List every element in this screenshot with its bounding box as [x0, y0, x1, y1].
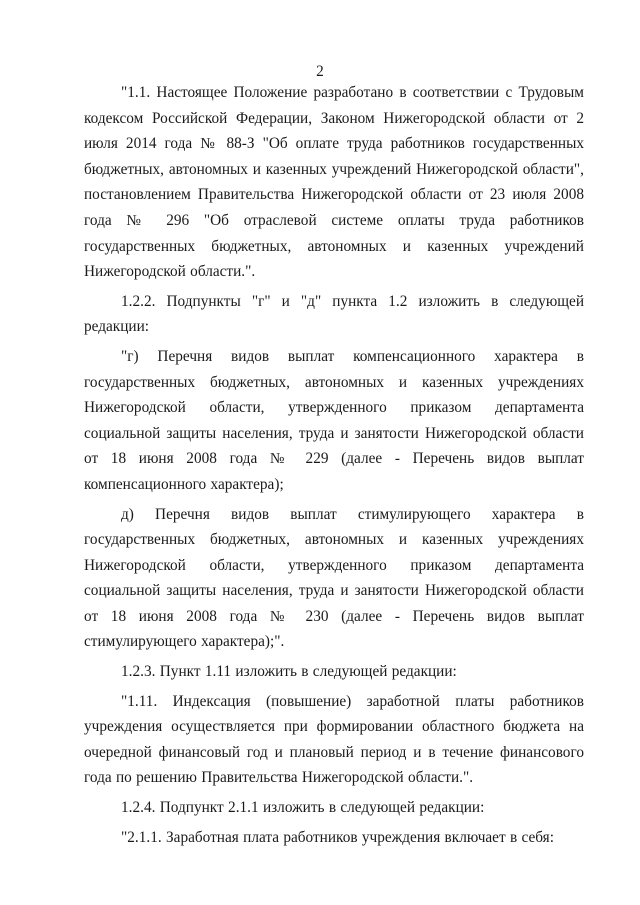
paragraph-1-11: "1.11. Индексация (повышение) заработной платы работников учреждения осуществляется при формировании областного бюджета на очередной финансовый год и плановый период и в течение финансового года по решению Правительства Нижегородской области.".: [84, 692, 584, 787]
paragraph-1-2-2: 1.2.2. Подпункты "г" и "д" пункта 1.2 изложить в следующей редакции:: [84, 292, 584, 336]
paragraph-subitem-d: д) Перечня видов выплат стимулирующего характера в государственных бюджетных, автономных и казенных учреждениях Нижегородской области, утвержденного приказом департамента социальной защиты населения, труда и занятости Нижегородской области от 18 июня 2008 года № 230 (далее - Перечень видов выплат стимулирующего характера);".: [84, 505, 584, 651]
paragraph-1-1: "1.1. Настоящее Положение разработано в соответствии с Трудовым кодексом Российской Федерации, Законом Нижегородской области от 2 июля 2014 года № 88-З "Об оплате труда работников государственных бюджетных, автономных и казенных учреждений Нижегородской области", постановлением Правительства Нижегородской области от 23 июля 2008 года № 296 "Об отраслевой системе оплаты труда работников государственных бюджетных, автономных и казенных учреждений Нижегородской области.".: [84, 84, 584, 281]
paragraph-2-1-1: "2.1.1. Заработная плата работников учреждения включает в себя:: [121, 828, 554, 846]
paragraph-subitem-g: "г) Перечня видов выплат компенсационного характера в государственных бюджетных, автономных и казенных учреждениях Нижегородской области, утвержденного приказом департамента социальной защиты населения, труда и занятости Нижегородской области от 18 июня 2008 года № 229 (далее - Перечень видов выплат компенсационного характера);: [84, 347, 584, 493]
page-number: 2: [316, 63, 324, 80]
document-body: [84, 80, 584, 854]
paragraph-1-2-4: 1.2.4. Подпункт 2.1.1 изложить в следующей редакции:: [121, 799, 485, 817]
paragraph-1-2-3: 1.2.3. Пункт 1.11 изложить в следующей редакции:: [121, 663, 457, 681]
